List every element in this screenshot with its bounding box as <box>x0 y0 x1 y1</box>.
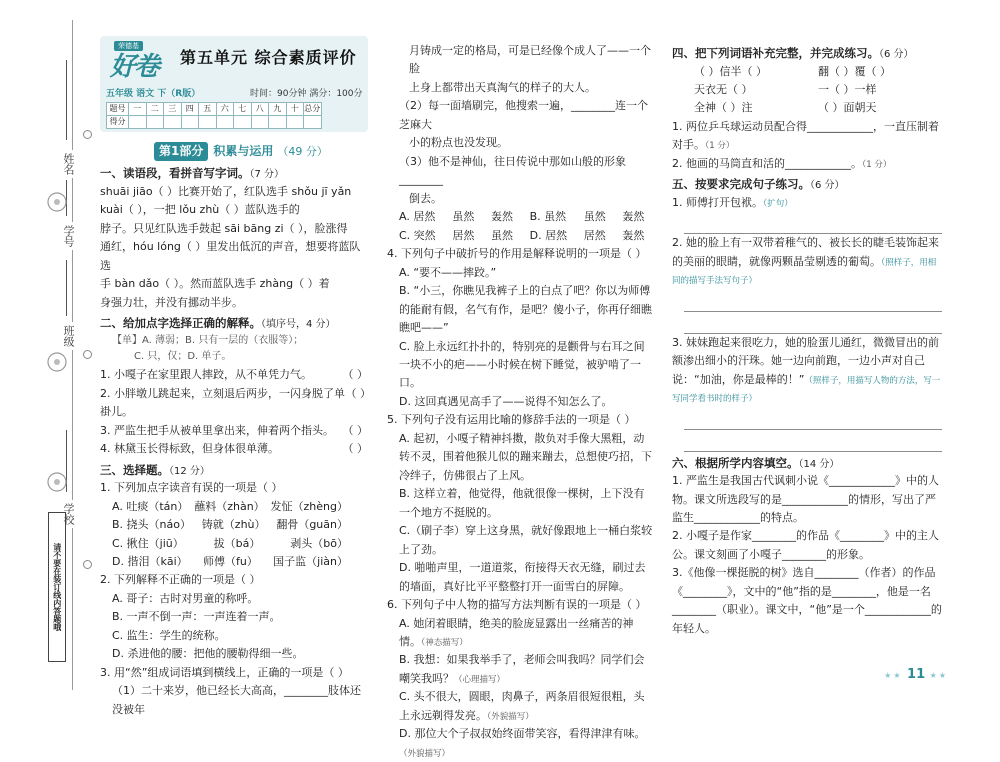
section-heading: 六、根据所学内容填空。（14 分） <box>672 455 840 470</box>
answer-paren[interactable]: （ ） <box>345 386 371 400</box>
score-input-cell[interactable] <box>269 116 287 129</box>
score-input-cell[interactable] <box>234 116 252 129</box>
time-score-info: 时间：90分钟 满分：100分 <box>250 89 363 99</box>
question: 2. 小嘎子是作家________的作品《________》中的主人公。课文刻画了小嘎子________的形象。 <box>672 529 939 561</box>
decorative-seal-icon <box>45 470 69 494</box>
answer-line[interactable] <box>684 408 942 430</box>
sub-question-cont: 倒去。 <box>409 191 442 205</box>
sub-question: （3）他不是神仙，往日传说中那如山般的形象________ <box>399 154 626 187</box>
question: 3. 妹妹跑起来很吃力，她的脸蛋儿通红，微微冒出的前额渗出细小的汗珠。她一边向前跑，一边小声对自己说：“加油，你是最棒的！”（照样子，用描写人物的方法，写一写同学看书时的样子） <box>672 335 941 405</box>
question: 1. 两位乒乓球运动员配合得____________，一直压制着对手。（1 分） <box>672 119 939 152</box>
question: 3. 用“然”组成词语填到横线上，正确的一项是（ ） <box>100 665 349 679</box>
score-row-label: 得分 <box>107 116 129 129</box>
score-cell: 三 <box>164 103 182 116</box>
pinyin-passage: shuāi jiāo（ ）比赛开始了，红队选手 shǒu jī yǎn kuài（ ），一把 lǒu zhù（ ）蓝队选手的 脖子。只见红队选手鼓起 sāi bāng zi（ ），脸涨得 通红，hóu lóng（ ）里发出低沉的声音，想要将蓝队选 手 bàn dǎo（ ）。然而蓝队选手 zhàng（ ）着 身强力壮，并没有挪动半步。 <box>100 184 361 309</box>
score-cell: 六 <box>216 103 234 116</box>
option-list: A. 起初，小嘎子精神抖擞，散负对手像大黑粗，动转不灵，围着他猴儿似的蹦来蹦去，总想使巧招，下冷绊子，仿佛很占了上风。 B. 这样立着，他觉得，他就很像一棵树，上下没有一个地方不挺脱的。 C.（刷子李）穿上这身黑，就好像跟地上一桶白浆较上了劲。 D. 啪啪声里，一道道浆，衔接得天衣无缝，刷过去的墙面，真好比平平整整打开一面雪白的屏障。 <box>399 431 653 593</box>
section-heading: 四、把下列词语补充完整，并完成练习。（6 分） <box>672 46 914 60</box>
grade-label: 五年级 语文 下（R版） <box>106 89 201 99</box>
class-label: 班级 <box>60 322 76 350</box>
logo-tag: 荣德基 <box>114 41 143 51</box>
section-heading: 三、选择题。（12 分） <box>100 462 210 477</box>
score-cell: 八 <box>251 103 269 116</box>
question: 1. 下列加点字读音有误的一项是（ ） <box>100 481 283 495</box>
score-input-cell[interactable] <box>286 116 304 129</box>
option-list: A. 她闭着眼睛，绝美的脸庞显露出一丝痛苦的神情。（神态描写） B. 我想：如果我举手了，老师会叫我吗？同学们会嘲笑我吗？（心理描写） C. 头不很大，圆眼，肉鼻子，两条眉很短很粗，头上永远剃得发亮。（外貌描写） D. 那位大个子叔叔始终面带笑容，看得津津有味。（外貌描写） <box>399 616 646 759</box>
sub-question: （1）二十来岁，他已经长大高高，________肢体还没被年 <box>112 684 361 716</box>
question: 2. 他画的马筒直和活的____________。（1 分） <box>672 156 892 170</box>
question: 2. 下列解释不正确的一项是（ ） <box>100 573 261 587</box>
score-table-header-row <box>107 103 322 116</box>
score-cell: 九 <box>269 103 287 116</box>
section-heading: 二、给加点字选择正确的解释。（填序号，4 分） <box>100 316 336 331</box>
answer-line[interactable] <box>684 312 942 334</box>
decorative-seal-icon <box>45 350 69 374</box>
star-decoration-icon: ★★ <box>929 671 948 681</box>
score-input-cell[interactable] <box>181 116 199 129</box>
answer-paren[interactable]: （ ） <box>342 442 368 456</box>
star-decoration-icon: ★★ <box>884 671 903 681</box>
question: 3.《他像一棵挺脱的树》选自________（作者）的作品《________》，文中的“他”指的是________，他是一名________（职业）。课文中，“他”是一个____________的年轻人。 <box>672 566 942 635</box>
score-input-cell[interactable] <box>304 116 322 129</box>
list-item: 3. 严监生把手从被单里拿出来，伸着两个指头。 （ ） <box>100 422 368 440</box>
list-item: 2. 小胖墩儿跳起来，立刻退后两步，一闪身脱了单褂儿。 （ ） <box>100 385 368 422</box>
sub-question: （2）每一面墙刷完，他搜索一遍，________连一个芝麻大 <box>399 99 648 131</box>
option-list: A. “要不——摔跤。” B. “小三，你瞧见我裤子上的白点了吧？你以为师傅的能耐有假，名气有作，是吧？傻小子，你再仔细瞧瞧吧——” C. 脸上永远红扑扑的，特别亮的是颧骨与右耳之间一块不小的疤——小时候在树下睡觉，被驴啃了一口。 D. 这回真遇见高手了——说得不知怎么了。 <box>399 265 652 408</box>
school-number-label: 学号 <box>60 222 76 250</box>
question: 4. 下列句子中破折号的作用是解释说明的一项是（ ） <box>387 247 647 261</box>
score-input-cell[interactable] <box>146 116 164 129</box>
column-left <box>100 36 371 719</box>
score-cell: 七 <box>234 103 252 116</box>
question: 2. 她的脸上有一双带着稚气的、被长长的睫毛装饰起来的美丽的眼睛，就像两颗晶莹剔透的葡萄。（照样子，用相同的描写手法写句子） <box>672 236 939 287</box>
list-item: 1. 小嘎子在家里跟人摔跤，从不单凭力气。 （ ） <box>100 366 368 384</box>
answer-paren[interactable]: （ ） <box>342 423 368 437</box>
name-label: 姓名 <box>60 150 76 178</box>
option-list: A. 哥子：古时对男童的称呼。 B. 一声不倒一声：一声连着一声。 C. 监生：学生的统称。 D. 杀进他的腰：把他的腰勒得细一些。 <box>112 591 304 661</box>
score-cell: 题号 <box>107 103 129 116</box>
part-score: （49 分） <box>277 144 328 158</box>
question: 1. 严监生是我国古代讽刺小说《____________》中的人物。课文所选段写的是____________的情形，写出了严监生____________的特点。 <box>672 474 939 524</box>
question: 5. 下列句子没有运用比喻的修辞手法的一项是（ ） <box>387 413 636 427</box>
name-blank[interactable] <box>66 60 67 140</box>
score-cell: 五 <box>199 103 217 116</box>
idiom-grid: （ ）信半（ ） 翻（ ）覆（ ） 天衣无（ ） 一（ ）一样 全神（ ）注 （ ）面朝天 <box>694 64 891 115</box>
option-table: A. 吐痰（tán） 蘸料（zhàn） 发怔（zhèng） B. 挠头（náo） 铸就（zhù） 翻骨（guān） C. 揪住（jiū） 拔（bá） 剥头（bō） D. 揩泪（kāi） 师傅（fu） 国子监（jiàn） <box>112 499 348 568</box>
part-name: 积累与运用 <box>213 144 274 158</box>
answer-line[interactable] <box>684 212 942 234</box>
section-heading: 一、读语段，看拼音写字词。（7 分） <box>100 166 285 181</box>
exam-header <box>100 36 368 132</box>
logo-text: 好卷 <box>110 52 159 82</box>
score-cell: 十 <box>286 103 304 116</box>
score-input-cell[interactable] <box>199 116 217 129</box>
definition-list: 【单】A. 薄弱；B. 只有一层的（衣服等）； <box>112 334 304 346</box>
question-list <box>100 366 371 458</box>
score-cell: 总分 <box>304 103 322 116</box>
column-right <box>672 42 942 638</box>
section-heading: 五、按要求完成句子练习。（6 分） <box>672 177 845 192</box>
no-answer-notice: 请不要在装订线内答题哦 <box>48 512 66 662</box>
score-input-cell[interactable] <box>129 116 147 129</box>
score-input-cell[interactable] <box>251 116 269 129</box>
page-number: ★★ 11 ★★ <box>884 667 948 683</box>
score-input-cell[interactable] <box>164 116 182 129</box>
score-table-row <box>107 116 322 129</box>
decorative-seal-icon <box>45 190 69 214</box>
score-cell: 四 <box>181 103 199 116</box>
school-label: 学校 <box>60 500 76 528</box>
binding-hole-icon <box>83 560 92 569</box>
binding-hole-icon <box>83 130 92 139</box>
list-item: 4. 林黛玉长得标致，但身体很单薄。 （ ） <box>100 440 368 458</box>
binding-line <box>72 20 73 690</box>
question: 1. 师傅打开包袱。（扩句） <box>672 195 793 209</box>
passage-continuation: 月铸成一定的格局，可是已经像个成人了——一个脸 上身上都带出天真淘气的样子的大人。 <box>409 44 651 94</box>
answer-paren[interactable]: （ ） <box>342 368 368 382</box>
score-input-cell[interactable] <box>216 116 234 129</box>
question: 6. 下列句子中人物的描写方法判断有误的一项是（ ） <box>387 598 647 612</box>
score-cell: 一 <box>129 103 147 116</box>
part-heading <box>154 142 368 161</box>
column-middle <box>387 42 653 762</box>
binding-gutter <box>0 0 92 711</box>
score-table <box>106 102 322 129</box>
part-badge: 第1部分 <box>154 142 208 161</box>
option-table: A. 居然 虽然 轰然 B. 虽然 虽然 轰然 C. 突然 居然 虽然 D. 居然 居然 轰然 <box>399 210 645 242</box>
sub-question-cont: 小的粉点也没发现。 <box>409 136 508 150</box>
score-cell: 二 <box>146 103 164 116</box>
binding-hole-icon <box>83 350 92 359</box>
unit-title: 第五单元 综合素质评价 <box>180 48 357 67</box>
answer-line[interactable] <box>684 430 942 452</box>
definition-list: C. 只，仅；D. 单子。 <box>134 351 232 363</box>
brand-logo <box>106 41 166 85</box>
answer-line[interactable] <box>684 290 942 312</box>
class-blank[interactable] <box>66 260 67 316</box>
